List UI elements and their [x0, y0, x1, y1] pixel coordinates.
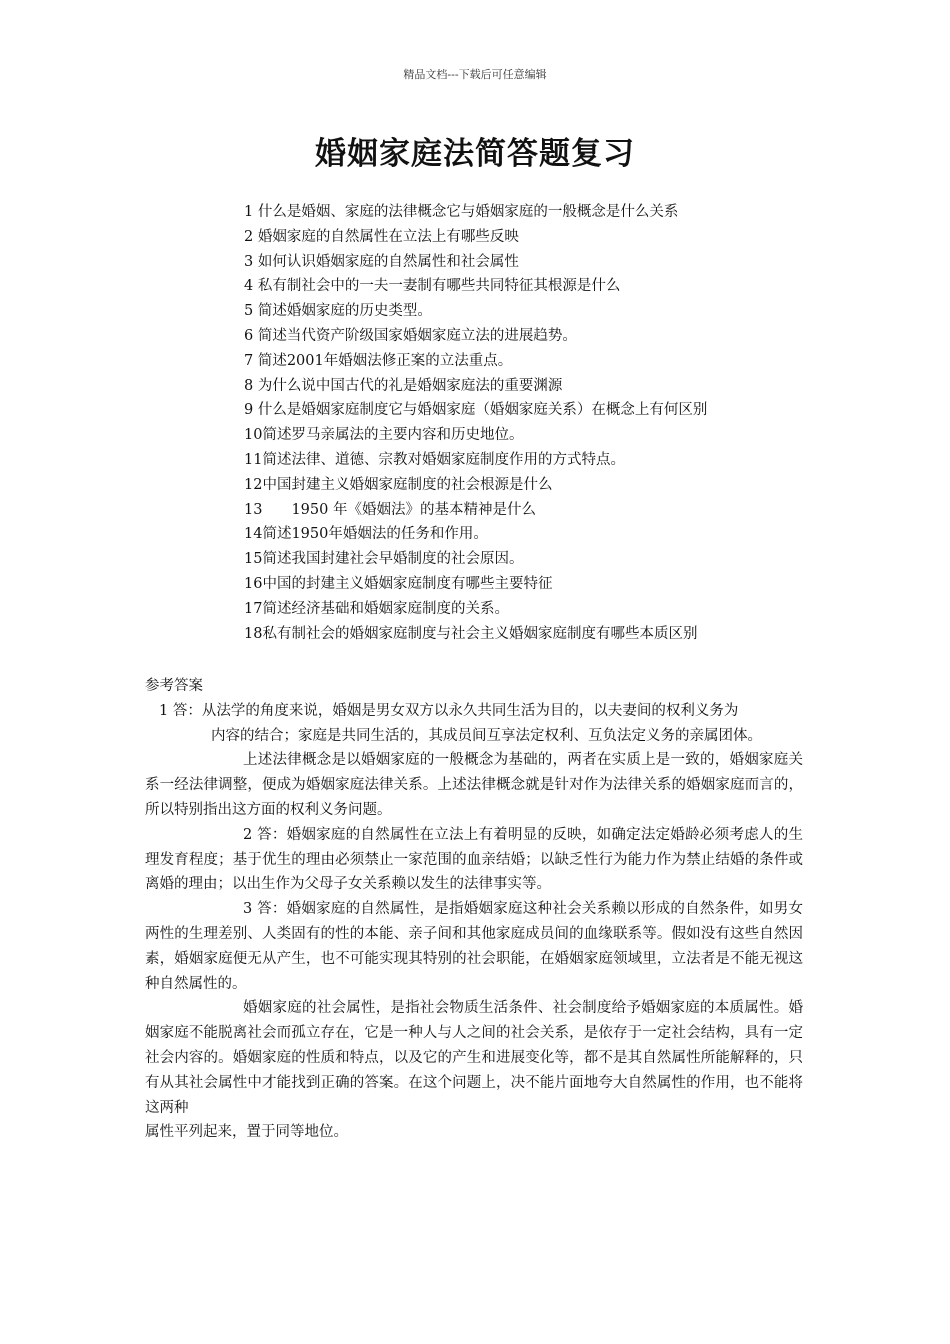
answer-2-paragraph: 2 答：婚姻家庭的自然属性在立法上有着明显的反映，如确定法定婚龄必须考虑人的生理发育程度；基于优生的理由必须禁止一家范围的血亲结婚；以缺乏性行为能力作为禁止结婚的条件或离婚的理由；以出生作为父母子女关系赖以发生的法律事实等。	[145, 826, 803, 893]
question-list	[244, 200, 864, 646]
answer-heading: 参考答案	[145, 678, 203, 694]
question-item: 18私有制社会的婚姻家庭制度与社会主义婚姻家庭制度有哪些本质区别	[244, 625, 698, 642]
answer-1-paragraph: 内容的结合；家庭是共同生活的，其成员间互享法定权利、互负法定义务的亲属团体。	[211, 727, 762, 744]
question-item: 1 什么是婚姻、家庭的法律概念它与婚姻家庭的一般概念是什么关系	[244, 204, 679, 220]
question-item: 11简述法律、道德、宗教对婚姻家庭制度作用的方式特点。	[244, 451, 625, 468]
answer-3-paragraph: 3 答：婚姻家庭的自然属性，是指婚姻家庭这种社会关系赖以形成的自然条件，如男女两性的生理差别、人类固有的性的本能、亲子间和其他家庭成员间的血缘联系等。假如没有这些自然因素，婚姻家庭便无从产生，也不可能实现其特别的社会职能，在婚姻家庭领域里，立法者是不能无视这种自然属性的。	[145, 901, 803, 992]
question-item: 10简述罗马亲属法的主要内容和历史地位。	[244, 427, 524, 444]
answer-1-paragraph: 1 答：从法学的角度来说，婚姻是男女双方以永久共同生活为目的，以夫妻间的权利义务为	[159, 702, 739, 719]
question-item: 17简述经济基础和婚姻家庭制度的关系。	[244, 600, 509, 617]
question-item: 12中国封建主义婚姻家庭制度的社会根源是什么	[244, 476, 553, 493]
question-item: 15简述我国封建社会早婚制度的社会原因。	[244, 551, 524, 568]
question-item: 6 简述当代资产阶级国家婚姻家庭立法的进展趋势。	[244, 327, 577, 344]
question-item: 8 为什么说中国古代的礼是婚姻家庭法的重要渊源	[244, 377, 563, 394]
question-item: 2 婚姻家庭的自然属性在立法上有哪些反映	[244, 228, 519, 245]
question-item: 16中国的封建主义婚姻家庭制度有哪些主要特征	[244, 575, 553, 592]
question-item: 14简述1950年婚姻法的任务和作用。	[244, 526, 488, 543]
question-item: 9 什么是婚姻家庭制度它与婚姻家庭（婚姻家庭关系）在概念上有何区别	[244, 402, 708, 419]
answer-3-paragraph: 属性平列起来，置于同等地位。	[145, 1124, 348, 1141]
question-item: 7 简述2001年婚姻法修正案的立法重点。	[244, 352, 513, 369]
answer-1-paragraph: 上述法律概念是以婚姻家庭的一般概念为基础的，两者在实质上是一致的，婚姻家庭关系一经法律调整，便成为婚姻家庭法律关系。上述法律概念就是针对作为法律关系的婚姻家庭而言的，所以特别指出这方面的权利义务问题。	[145, 752, 803, 818]
question-item: 5 简述婚姻家庭的历史类型。	[244, 303, 432, 320]
question-item: 3 如何认识婚姻家庭的自然属性和社会属性	[244, 253, 519, 270]
question-item: 4 私有制社会中的一夫一妻制有哪些共同特征其根源是什么	[244, 278, 621, 295]
question-item: 13 1950 年《婚姻法》的基本精神是什么	[244, 501, 536, 518]
answer-3-paragraph: 婚姻家庭的社会属性，是指社会物质生活条件、社会制度给予婚姻家庭的本质属性。婚姻家庭不能脱离社会而孤立存在，它是一种人与人之间的社会关系，是依存于一定社会结构，具有一定社会内容的。婚姻家庭的性质和特点，以及它的产生和进展变化等，都不是其自然属性所能解释的，只有从其社会属性中才能找到正确的答案。在这个问题上，决不能片面地夸大自然属性的作用，也不能将这两种	[145, 1000, 803, 1116]
answer-section	[145, 674, 803, 1145]
document-title: 婚姻家庭法简答题复习	[315, 136, 635, 172]
page-header-note: 精品文档---下载后可任意编辑	[403, 68, 547, 81]
